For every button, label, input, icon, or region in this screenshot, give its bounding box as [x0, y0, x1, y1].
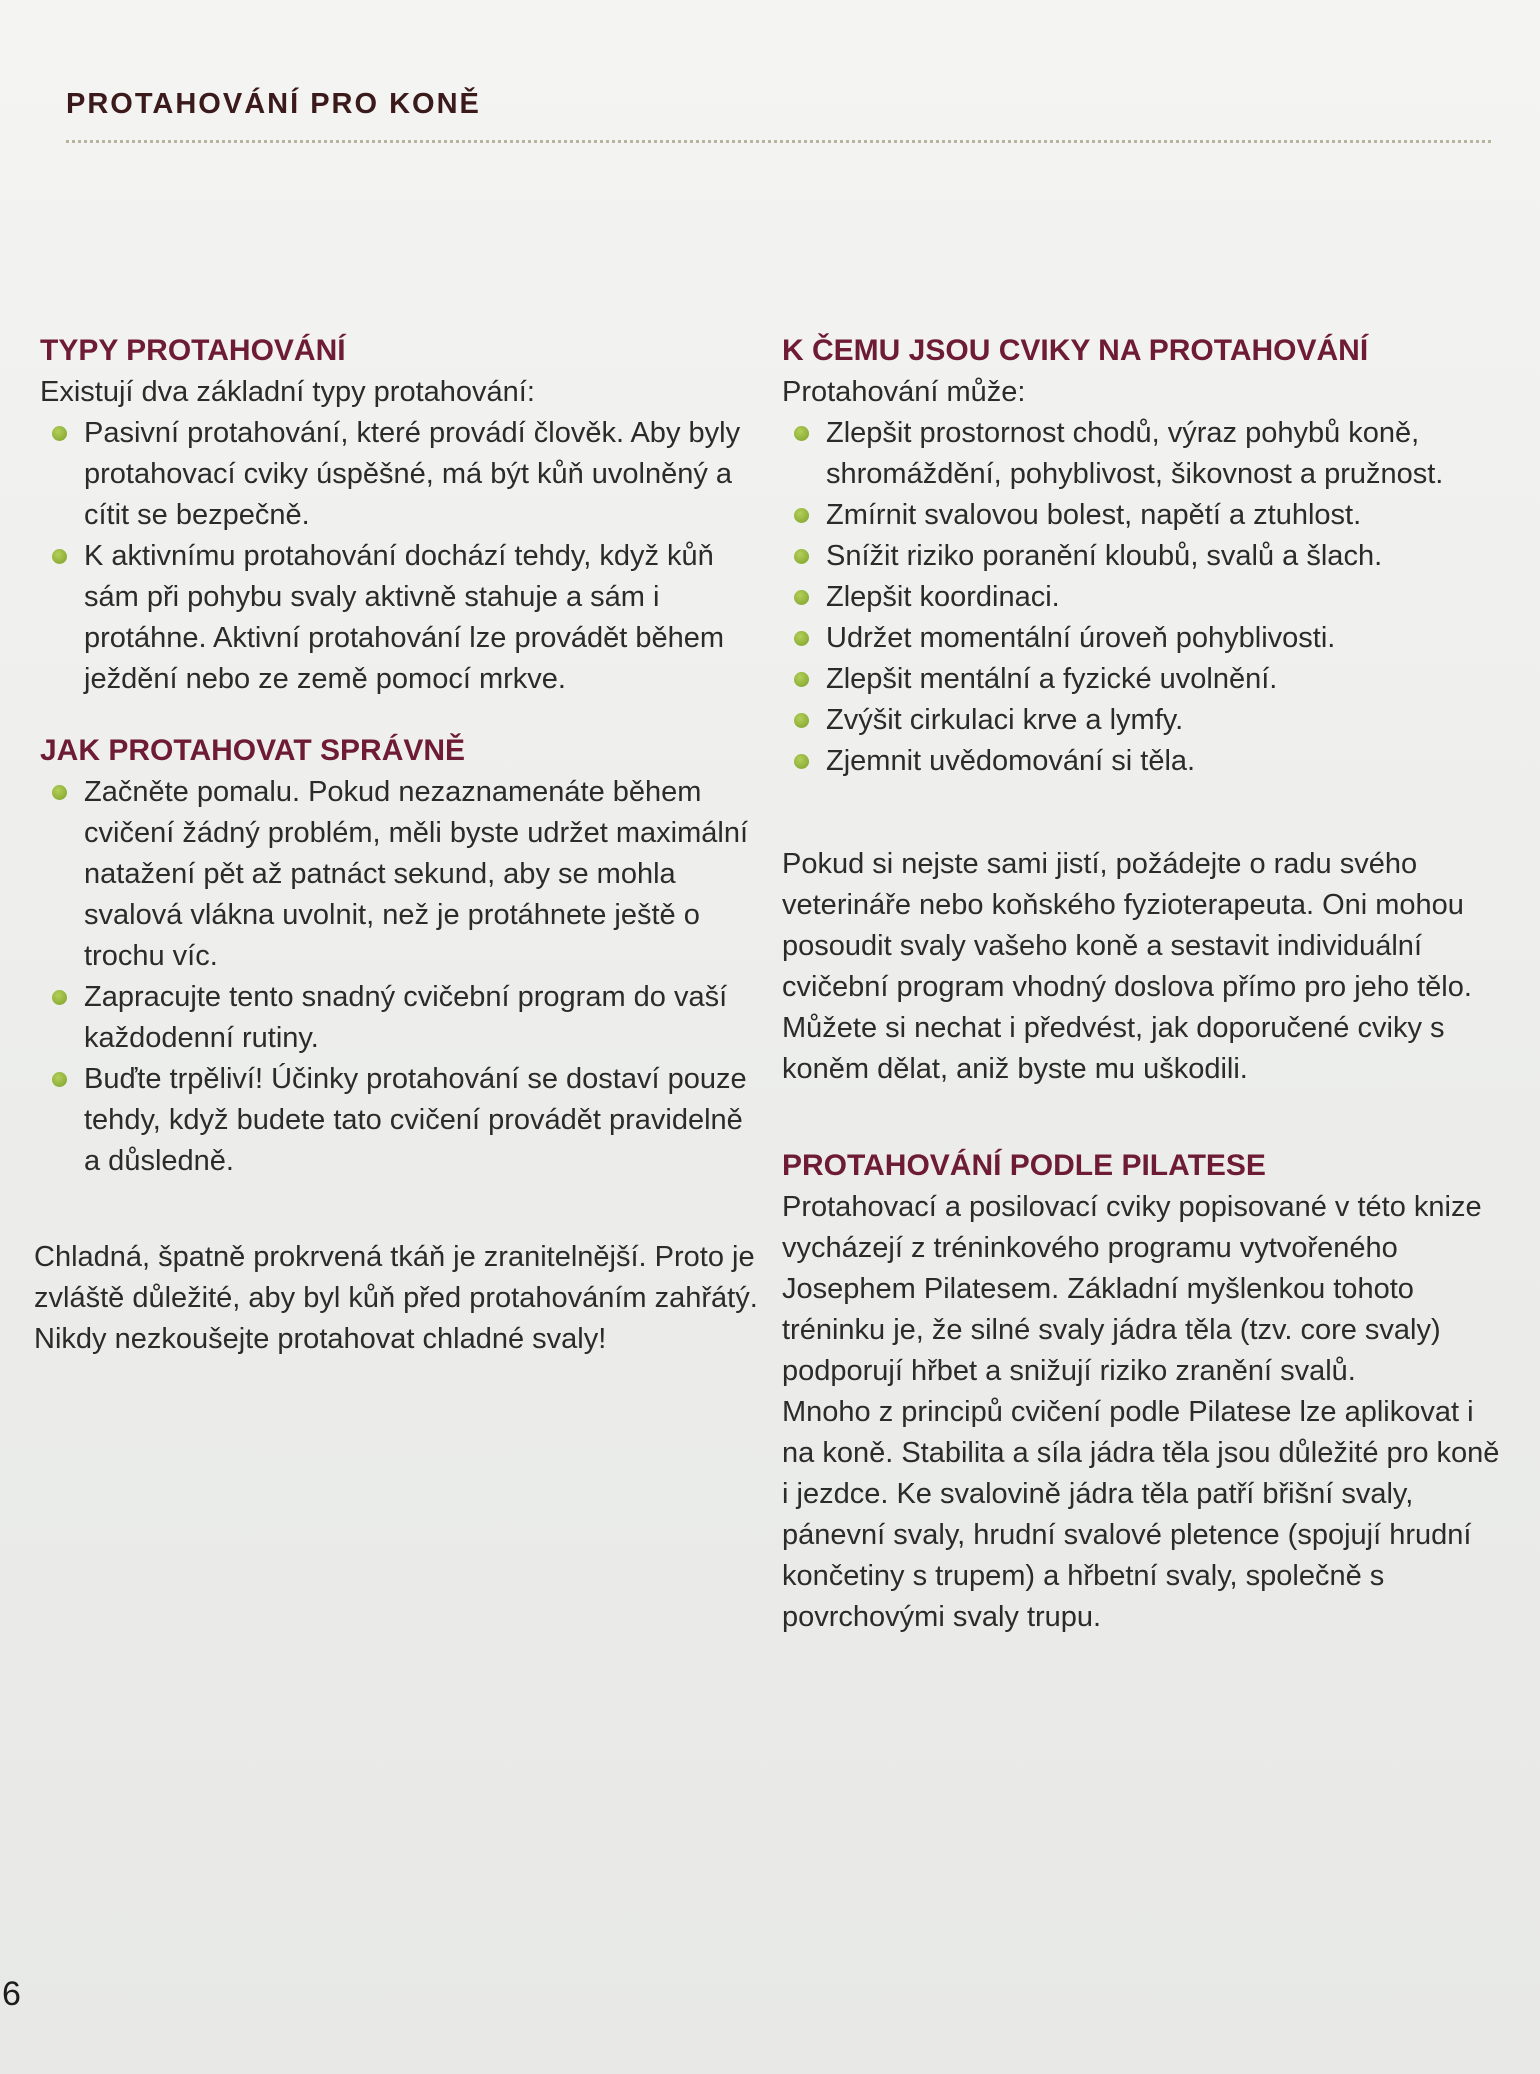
list-item	[40, 413, 760, 536]
list-item-text: Zmírnit svalovou bolest, napětí a ztuhlost.	[826, 499, 1362, 531]
list-item	[40, 536, 760, 700]
types-list	[40, 413, 760, 700]
list-item	[782, 577, 1502, 618]
section-purpose	[782, 330, 1502, 782]
dotted-divider	[66, 140, 1491, 143]
list-item	[40, 1059, 760, 1182]
section-pilates	[782, 1145, 1502, 1638]
bullet-icon	[794, 754, 809, 769]
bullet-icon	[52, 1072, 67, 1087]
section-heading-types: TYPY PROTAHOVÁNÍ	[40, 334, 346, 367]
list-item-text: K aktivnímu protahování dochází tehdy, když kůň sám při pohybu svaly aktivně stahuje a sám i protáhne. Aktivní protahování lze provádět během ježdění nebo ze země pomocí mrkve.	[84, 540, 725, 695]
list-item	[40, 977, 760, 1059]
bullet-icon	[794, 672, 809, 687]
purpose-intro: Protahování může:	[782, 376, 1026, 408]
bullet-icon	[794, 508, 809, 523]
left-column	[34, 330, 760, 1360]
list-item	[40, 772, 760, 977]
list-item-text: Zlepšit mentální a fyzické uvolnění.	[826, 663, 1278, 695]
right-column	[782, 330, 1502, 1638]
pilates-paragraph: Protahovací a posilovací cviky popisované v této knize vycházejí z tréninkového programu vytvořeného Josephem Pilatesem. Základní myšlenkou tohoto tréninku je, že silné svaly jádra těla (tzv. core svaly) podporují hřbet a snižují riziko zranění svalů.	[782, 1191, 1482, 1387]
section-heading-purpose: K ČEMU JSOU CVIKY NA PROTAHOVÁNÍ	[782, 334, 1369, 367]
list-item-text: Buďte trpěliví! Účinky protahování se dostaví pouze tehdy, když budete tato cvičení provádět pravidelně a důsledně.	[84, 1063, 747, 1177]
bullet-icon	[794, 713, 809, 728]
section-types	[40, 330, 760, 700]
list-item-text: Snížit riziko poranění kloubů, svalů a šlach.	[826, 540, 1383, 572]
bullet-icon	[52, 785, 67, 800]
list-item-text: Zapracujte tento snadný cvičební program do vaší každodenní rutiny.	[84, 981, 728, 1054]
bullet-icon	[52, 549, 67, 564]
list-item	[782, 413, 1502, 495]
list-item-text: Zjemnit uvědomování si těla.	[826, 745, 1196, 777]
list-item-text: Udržet momentální úroveň pohyblivosti.	[826, 622, 1336, 654]
list-item	[782, 741, 1502, 782]
warning-note: Chladná, špatně prokrvená tkáň je zranitelnější. Proto je zvláště důležité, aby byl kůň před protahováním zahřátý. Nikdy nezkoušejte protahovat chladné svaly!	[34, 1241, 758, 1355]
list-item	[782, 618, 1502, 659]
running-head: PROTAHOVÁNÍ PRO KONĚ	[66, 88, 481, 120]
pilates-paragraph: Mnoho z principů cvičení podle Pilatese lze aplikovat i na koně. Stabilita a síla jádra těla jsou důležité pro koně i jezdce. Ke svalovině jádra těla patří břišní svaly, pánevní svaly, hrudní svalové pletence (spojují hrudní končetiny s trupem) a hřbetní svaly, společně s povrchovými svaly trupu.	[782, 1396, 1500, 1633]
section-howto	[40, 730, 760, 1182]
list-item-text: Zlepšit koordinaci.	[826, 581, 1060, 613]
list-item	[782, 536, 1502, 577]
section-heading-howto: JAK PROTAHOVAT SPRÁVNĚ	[40, 734, 466, 767]
list-item-text: Zvýšit cirkulaci krve a lymfy.	[826, 704, 1184, 736]
bullet-icon	[52, 426, 67, 441]
list-item-text: Pasivní protahování, které provádí člověk. Aby byly protahovací cviky úspěšné, má být kůň uvolněný a cítit se bezpečně.	[84, 417, 741, 531]
list-item-text: Začněte pomalu. Pokud nezaznamenáte během cvičení žádný problém, měli byste udržet maximální natažení pět až patnáct sekund, aby se mohla svalová vlákna uvolnit, než je protáhnete ještě o trochu víc.	[84, 776, 749, 972]
section-heading-pilates: PROTAHOVÁNÍ PODLE PILATESE	[782, 1149, 1266, 1182]
list-item	[782, 495, 1502, 536]
bullet-icon	[794, 590, 809, 605]
types-intro: Existují dva základní typy protahování:	[40, 376, 535, 408]
advice-paragraph: Pokud si nejste sami jistí, požádejte o radu svého veterináře nebo koňského fyzioterapeuta. Oni mohou posoudit svaly vašeho koně a sestavit individuální cvičební program vhodný doslova přímo pro jeho tělo. Můžete si nechat i předvést, jak doporučené cviky s koněm dělat, aniž byste mu uškodili.	[782, 848, 1472, 1085]
list-item	[782, 659, 1502, 700]
bullet-icon	[52, 990, 67, 1005]
bullet-icon	[794, 426, 809, 441]
howto-list	[40, 772, 760, 1182]
list-item-text: Zlepšit prostornost chodů, výraz pohybů koně, shromáždění, pohyblivost, šikovnost a pružnost.	[826, 417, 1444, 490]
purpose-list	[782, 413, 1502, 782]
page-number: 6	[2, 1975, 21, 2013]
list-item	[782, 700, 1502, 741]
bullet-icon	[794, 631, 809, 646]
bullet-icon	[794, 549, 809, 564]
